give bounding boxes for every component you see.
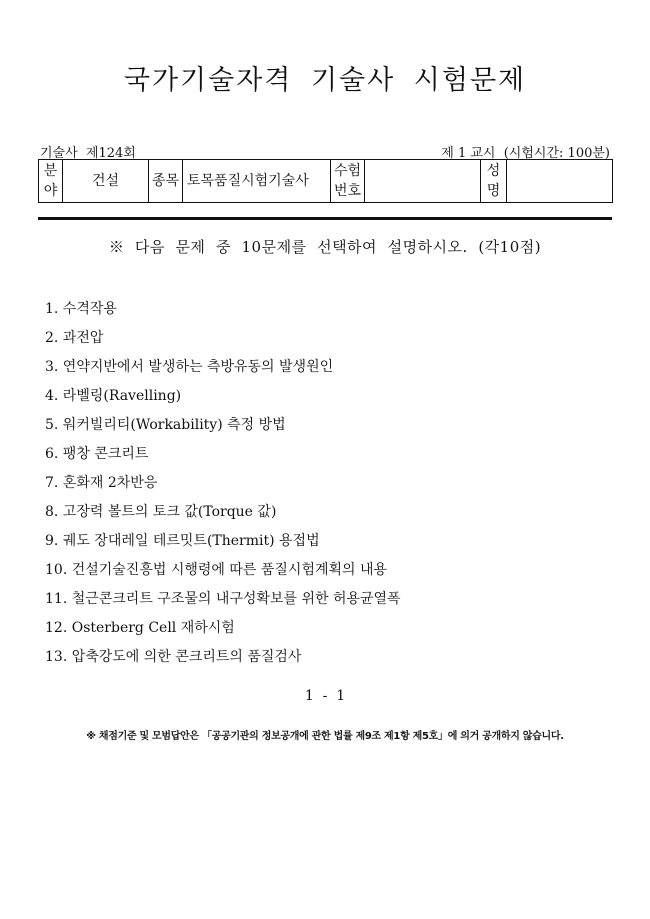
question-item: 4. 라벨링(Ravelling) [45, 388, 182, 404]
question-item: 12. Osterberg Cell 재하시험 [45, 620, 235, 636]
name-field[interactable] [507, 160, 613, 203]
divider-line [38, 217, 612, 220]
exam-number-label-line-2: 번호 [333, 183, 362, 199]
name-label [481, 160, 507, 203]
question-item: 9. 궤도 장대레일 테르밋트(Thermit) 용접법 [45, 533, 320, 549]
category-value: 토목품질시험기술사 [183, 160, 331, 203]
category-label: 종목 [149, 160, 183, 203]
exam-number-label [331, 160, 365, 203]
exam-number-field[interactable] [365, 160, 481, 203]
question-item: 13. 압축강도에 의한 콘크리트의 품질검사 [45, 649, 302, 665]
page-number: 1 - 1 [304, 688, 346, 704]
question-item: 7. 혼화재 2차반응 [45, 475, 158, 491]
question-item: 2. 과전압 [45, 330, 104, 346]
field-label-char-2: 야 [43, 183, 58, 199]
question-item: 10. 건설기술진흥법 시행령에 따른 품질시험계획의 내용 [45, 562, 388, 578]
field-value: 건설 [63, 160, 149, 203]
question-item: 6. 팽창 콘크리트 [45, 446, 149, 462]
exam-number-label-line-1: 수험 [333, 163, 362, 179]
field-label [39, 160, 63, 203]
question-item: 11. 철근콘크리트 구조물의 내구성확보를 위한 허용균열폭 [45, 591, 401, 607]
field-label-char-1: 분 [43, 163, 58, 179]
instruction-text: ※ 다음 문제 중 10문제를 선택하여 설명하시오. (각10점) [108, 238, 542, 256]
name-label-char-1: 성 [486, 163, 501, 179]
disclosure-notice: ※ 채점기준 및 모범답안은 「공공기관의 정보공개에 관한 법률 제9조 제1항 제5호」에 의거 공개하지 않습니다. [86, 731, 564, 742]
question-item: 1. 수격작용 [45, 301, 117, 317]
exam-session: 제 1 교시 (시험시간: 100분) [441, 146, 610, 161]
name-label-char-2: 명 [486, 183, 501, 199]
question-item: 8. 고장력 볼트의 토크 값(Torque 값) [45, 504, 277, 520]
question-item: 3. 연약지반에서 발생하는 측방유동의 발생원인 [45, 359, 334, 375]
exam-info-table [38, 159, 613, 203]
question-item: 5. 워커빌리티(Workability) 측정 방법 [45, 417, 286, 433]
document-title: 국가기술자격 기술사 시험문제 [123, 65, 527, 96]
exam-round: 기술사 제124회 [40, 146, 136, 161]
question-list [45, 298, 401, 675]
